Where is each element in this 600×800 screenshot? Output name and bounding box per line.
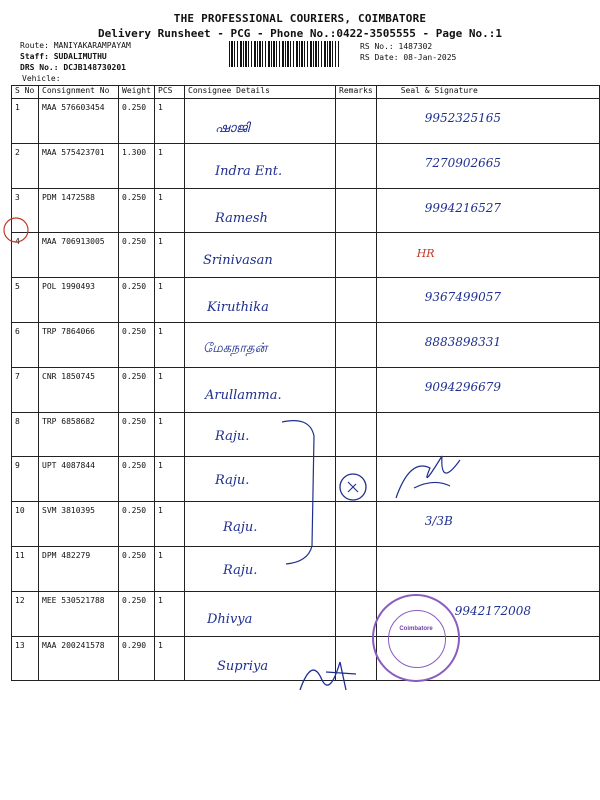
cell-consignee xyxy=(185,143,336,188)
company-stamp xyxy=(372,594,460,682)
consignee-handwriting: ഷാജി xyxy=(215,121,250,136)
cell-weight: 0.250 xyxy=(119,322,155,367)
cell-sno: 12 xyxy=(12,591,39,636)
cell-remarks xyxy=(336,502,377,547)
signature-handwriting: 9994216527 xyxy=(424,200,502,215)
consignee-handwriting: Dhivya xyxy=(207,611,253,627)
signature-handwriting: 9094296679 xyxy=(424,379,502,394)
cell-pcs: 1 xyxy=(155,636,185,681)
col-signature: Seal & Signature xyxy=(376,86,599,99)
cell-signature xyxy=(376,188,599,233)
table-row xyxy=(12,143,600,188)
table-row xyxy=(12,322,600,367)
rs-date-text: RS Date: 08-Jan-2025 xyxy=(360,53,457,62)
cell-weight: 0.250 xyxy=(119,188,155,233)
cell-sno: 7 xyxy=(12,367,39,412)
consignee-handwriting: Raju. xyxy=(215,428,250,444)
cell-remarks xyxy=(336,143,377,188)
table-row xyxy=(12,457,600,502)
cell-sno: 13 xyxy=(12,636,39,681)
cell-sno: 4 xyxy=(12,233,39,278)
cell-signature xyxy=(376,546,599,591)
stamp-text: Coimbatore xyxy=(399,626,433,632)
cell-remarks xyxy=(336,591,377,636)
cell-pcs: 1 xyxy=(155,546,185,591)
cell-pcs: 1 xyxy=(155,188,185,233)
runsheet-table xyxy=(11,85,600,681)
cell-consignee xyxy=(185,591,336,636)
signature-handwriting: 9367499057 xyxy=(424,290,502,305)
barcode xyxy=(229,41,339,67)
cell-consignment: MAA 576603454 xyxy=(39,99,119,144)
consignee-handwriting: Kiruthika xyxy=(207,300,269,316)
header-left-info xyxy=(20,40,131,84)
cell-pcs: 1 xyxy=(155,457,185,502)
cell-signature xyxy=(376,457,599,502)
header-right-info xyxy=(360,41,456,63)
table-row xyxy=(12,278,600,323)
consignee-handwriting: Raju. xyxy=(215,473,250,489)
table-row xyxy=(12,367,600,412)
cell-weight: 0.250 xyxy=(119,457,155,502)
table-row xyxy=(12,591,600,636)
cell-pcs: 1 xyxy=(155,591,185,636)
cell-remarks xyxy=(336,188,377,233)
consignee-handwriting: Srinivasan xyxy=(203,253,273,269)
staff-text: Staff: SUDALIMUTHU xyxy=(20,52,107,61)
cell-remarks xyxy=(336,636,377,681)
cell-weight: 0.250 xyxy=(119,546,155,591)
col-pcs: PCS xyxy=(155,86,185,99)
cell-pcs: 1 xyxy=(155,367,185,412)
cell-remarks xyxy=(336,99,377,144)
cell-signature xyxy=(376,233,599,278)
table-row xyxy=(12,99,600,144)
cell-consignee xyxy=(185,99,336,144)
cell-sno: 3 xyxy=(12,188,39,233)
cell-weight: 0.250 xyxy=(119,502,155,547)
signature-handwriting: 7270902665 xyxy=(424,155,502,170)
cell-signature xyxy=(376,367,599,412)
cell-weight: 0.250 xyxy=(119,412,155,457)
table-row xyxy=(12,502,600,547)
consignee-handwriting: Raju. xyxy=(223,562,258,578)
cell-consignment: MAA 575423701 xyxy=(39,143,119,188)
table-row xyxy=(12,412,600,457)
cell-consignee xyxy=(185,278,336,323)
signature-handwriting: 3/3B xyxy=(424,514,453,529)
cell-pcs: 1 xyxy=(155,233,185,278)
cell-signature xyxy=(376,278,599,323)
cell-signature xyxy=(376,143,599,188)
consignee-handwriting: மேகநாதன் xyxy=(203,340,268,356)
col-consignment: Consignment No xyxy=(39,86,119,99)
cell-pcs: 1 xyxy=(155,99,185,144)
cell-pcs: 1 xyxy=(155,278,185,323)
table-row xyxy=(12,546,600,591)
cell-sno: 9 xyxy=(12,457,39,502)
cell-consignment: MEE 530521788 xyxy=(39,591,119,636)
cell-consignment: CNR 1850745 xyxy=(39,367,119,412)
table-row xyxy=(12,636,600,681)
cell-sno: 6 xyxy=(12,322,39,367)
cell-consignment: SVM 3810395 xyxy=(39,502,119,547)
cell-weight: 0.250 xyxy=(119,591,155,636)
cell-sno: 10 xyxy=(12,502,39,547)
rs-no-text: RS No.: 1487302 xyxy=(360,42,433,51)
cell-remarks xyxy=(336,367,377,412)
signature-handwriting: 8883898331 xyxy=(424,334,502,349)
cell-consignment: UPT 4087844 xyxy=(39,457,119,502)
route-text: Route: MANIYAKARAMPAYAM xyxy=(20,41,131,50)
consignee-handwriting: Raju. xyxy=(223,520,258,536)
sheet-title: Delivery Runsheet - PCG - Phone No.:0422-3505555 - Page No.:1 xyxy=(98,27,502,40)
company-title: THE PROFESSIONAL COURIERS, COIMBATORE xyxy=(173,12,427,25)
cell-weight: 0.250 xyxy=(119,233,155,278)
cell-consignment: TRP 6858682 xyxy=(39,412,119,457)
cell-weight: 0.250 xyxy=(119,99,155,144)
cell-remarks xyxy=(336,278,377,323)
table-row xyxy=(12,188,600,233)
cell-consignee xyxy=(185,636,336,681)
vehicle-text: Vehicle: xyxy=(22,74,61,83)
drs-no-text: DRS No.: DCJB148730201 xyxy=(20,63,126,72)
signature-handwriting: 9942172008 xyxy=(454,603,532,618)
cell-consignee xyxy=(185,412,336,457)
cell-sno: 2 xyxy=(12,143,39,188)
cell-consignment: TRP 7864066 xyxy=(39,322,119,367)
cell-remarks xyxy=(336,233,377,278)
col-remarks: Remarks xyxy=(336,86,377,99)
consignee-handwriting: Indra Ent. xyxy=(215,163,283,179)
col-sno: S No xyxy=(12,86,39,99)
cell-consignee xyxy=(185,502,336,547)
cell-pcs: 1 xyxy=(155,143,185,188)
table-row xyxy=(12,233,600,278)
col-weight: Weight xyxy=(119,86,155,99)
cell-remarks xyxy=(336,546,377,591)
cell-consignee xyxy=(185,188,336,233)
cell-signature xyxy=(376,412,599,457)
cell-sno: 5 xyxy=(12,278,39,323)
cell-consignee xyxy=(185,457,336,502)
consignee-handwriting: Ramesh xyxy=(215,210,268,226)
cell-consignee xyxy=(185,367,336,412)
cell-weight: 0.250 xyxy=(119,278,155,323)
cell-sno: 11 xyxy=(12,546,39,591)
cell-consignee xyxy=(185,322,336,367)
signature-handwriting: 9952325165 xyxy=(424,111,502,125)
consignee-handwriting: Arullamma. xyxy=(205,387,282,403)
cell-weight: 0.250 xyxy=(119,367,155,412)
cell-consignment: PDM 1472588 xyxy=(39,188,119,233)
cell-sno: 1 xyxy=(12,99,39,144)
cell-remarks xyxy=(336,412,377,457)
table-header-row xyxy=(12,86,600,99)
cell-consignment: MAA 706913005 xyxy=(39,233,119,278)
cell-remarks xyxy=(336,322,377,367)
cell-remarks xyxy=(336,457,377,502)
cell-consignment: POL 1990493 xyxy=(39,278,119,323)
cell-signature xyxy=(376,322,599,367)
col-consignee: Consignee Details xyxy=(185,86,336,99)
cell-weight: 1.300 xyxy=(119,143,155,188)
consignee-handwriting: Supriya xyxy=(217,658,269,674)
cell-pcs: 1 xyxy=(155,322,185,367)
cell-consignee xyxy=(185,546,336,591)
cell-pcs: 1 xyxy=(155,412,185,457)
cell-consignment: MAA 200241578 xyxy=(39,636,119,681)
cell-consignee xyxy=(185,233,336,278)
cell-consignment: DPM 482279 xyxy=(39,546,119,591)
cell-weight: 0.290 xyxy=(119,636,155,681)
cell-pcs: 1 xyxy=(155,502,185,547)
cell-signature xyxy=(376,99,599,144)
cell-signature xyxy=(376,502,599,547)
cell-sno: 8 xyxy=(12,412,39,457)
signature-handwriting: HR xyxy=(416,247,435,261)
